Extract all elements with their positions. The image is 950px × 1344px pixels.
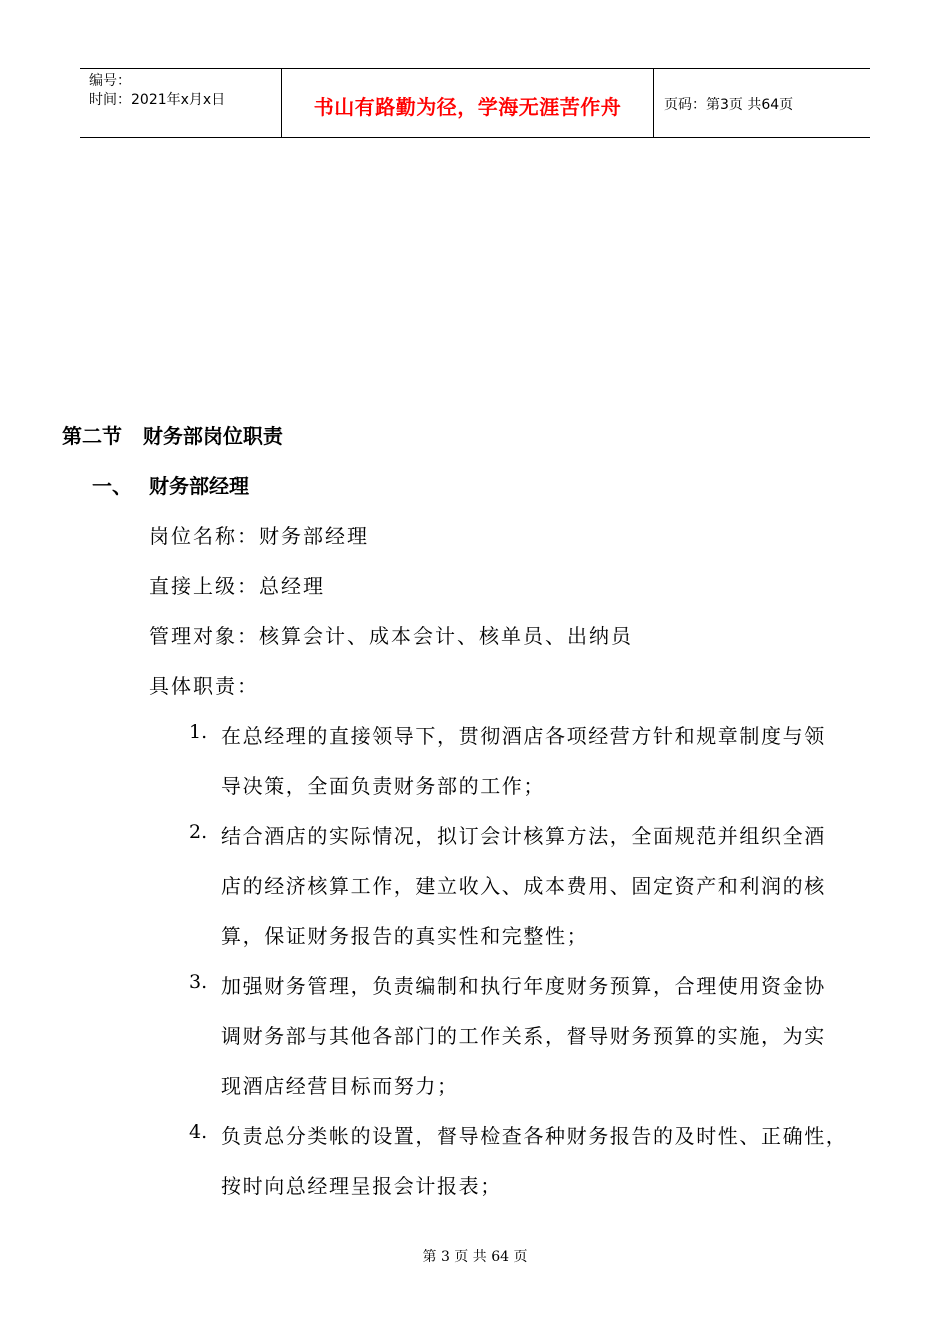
date-label: 时间：2021年x月x日 [89,92,226,108]
duty-number: 1. [189,721,208,743]
subordinates-field: 管理对象：核算会计、成本会计、核单员、出纳员 [149,624,633,648]
duty-line: 店的经济核算工作，建立收入、成本费用、固定资产和利润的核 [221,874,826,898]
duty-line: 加强财务管理，负责编制和执行年度财务预算，合理使用资金协 [221,974,826,998]
subsection-title: 财务部经理 [149,474,249,498]
duty-line: 按时向总经理呈报会计报表； [221,1174,502,1198]
subsection-number: 一、 [92,474,132,498]
superior-field: 直接上级：总经理 [149,574,325,598]
header-motto: 书山有路勤为径，学海无涯苦作舟 [282,69,654,137]
duty-line: 导决策，全面负责财务部的工作； [221,774,545,798]
position-name-field: 岗位名称：财务部经理 [149,524,369,548]
duty-line: 在总经理的直接领导下，贯彻酒店各项经营方针和规章制度与领 [221,724,826,748]
page-header [80,68,870,138]
duty-line: 算，保证财务报告的真实性和完整性； [221,924,589,948]
section-title: 第二节 财务部岗位职责 [62,424,283,448]
header-meta [80,69,282,137]
duties-label: 具体职责： [149,674,259,698]
page-footer: 第 3 页 共 64 页 [422,1249,528,1265]
doc-number-label: 编号： [89,73,131,89]
duty-number: 4. [189,1121,208,1143]
duty-line: 调财务部与其他各部门的工作关系，督导财务预算的实施，为实 [221,1024,826,1048]
duty-number: 2. [189,821,208,843]
header-page-info: 页码：第3页 共64页 [664,97,794,113]
duty-line: 负责总分类帐的设置，督导检查各种财务报告的及时性、正确性， [221,1124,848,1148]
duty-line: 现酒店经营目标而努力； [221,1074,459,1098]
duty-line: 结合酒店的实际情况，拟订会计核算方法，全面规范并组织全酒 [221,824,826,848]
duty-number: 3. [189,971,208,993]
